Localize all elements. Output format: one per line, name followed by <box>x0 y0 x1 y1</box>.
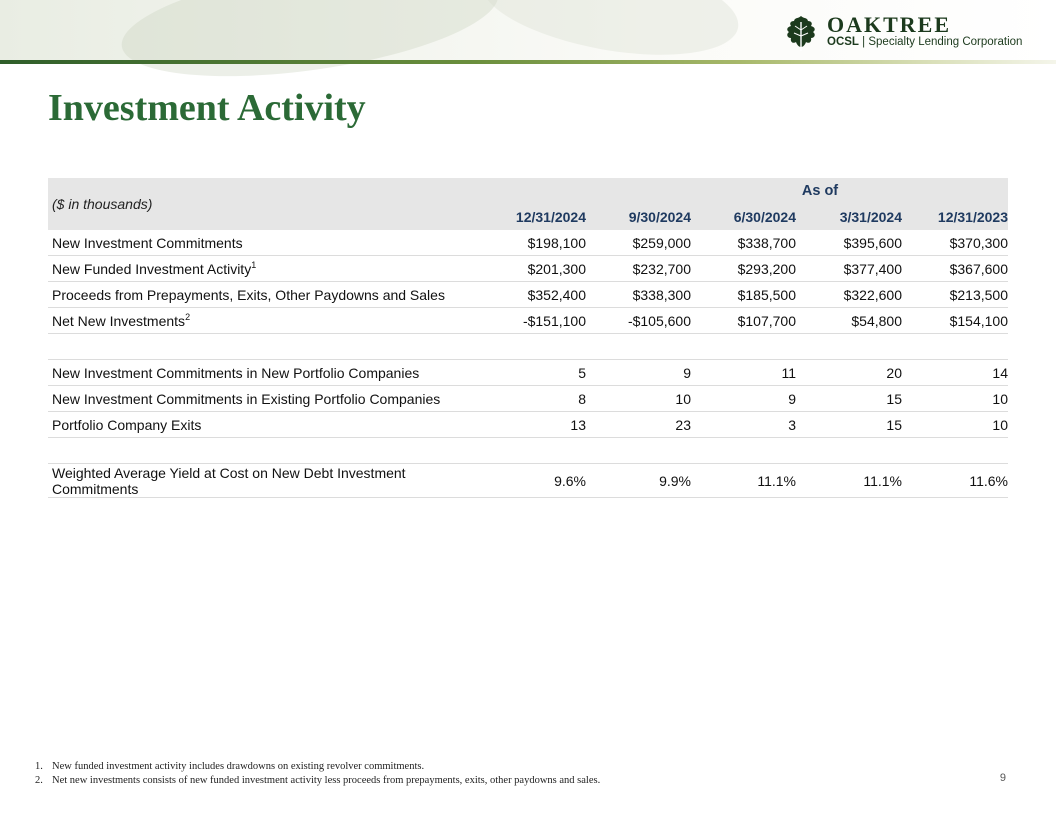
footnote: 1. New funded investment activity includes drawdowns on existing revolver commitments. <box>35 761 425 772</box>
units-label: ($ in thousands) <box>48 178 472 230</box>
row-label: New Investment Commitments in Existing Portfolio Companies <box>48 386 472 412</box>
cell-value: 11 <box>691 360 796 386</box>
cell-value: $201,300 <box>472 256 586 282</box>
column-header: 6/30/2024 <box>691 203 796 230</box>
cell-value: $213,500 <box>902 282 1008 308</box>
logo-divider: | <box>862 36 866 48</box>
cell-value: $338,300 <box>586 282 691 308</box>
column-header: 12/31/2024 <box>472 203 586 230</box>
footnote: 2. Net new investments consists of new funded investment activity less proceeds from prepayments, exits, other paydowns and sales. <box>35 775 601 786</box>
footnotes <box>35 760 600 788</box>
row-label: New Funded Investment Activity$^1$ <box>48 256 472 282</box>
cell-value: 5 <box>472 360 586 386</box>
cell-value: 23 <box>586 412 691 438</box>
cell-value: $322,600 <box>796 282 902 308</box>
oak-leaf-icon <box>783 14 819 52</box>
cell-value: -$151,100 <box>472 308 586 334</box>
investment-activity-table <box>48 178 1008 498</box>
cell-value: $370,300 <box>902 230 1008 256</box>
cell-value: $338,700 <box>691 230 796 256</box>
spacer-row <box>48 438 1008 464</box>
cell-value: 14 <box>902 360 1008 386</box>
cell-value: -$105,600 <box>586 308 691 334</box>
cell-value: 8 <box>472 386 586 412</box>
table-row <box>48 412 1008 438</box>
logo-wordmark: OAKTREE <box>827 12 952 37</box>
cell-value: $154,100 <box>902 308 1008 334</box>
cell-value: 15 <box>796 386 902 412</box>
table-row <box>48 464 1008 498</box>
header-rule <box>0 60 1056 64</box>
cell-value: $395,600 <box>796 230 902 256</box>
page-title: Investment Activity <box>48 87 366 129</box>
page-number: 9 <box>999 772 1006 784</box>
row-label: Net New Investments$^2$ <box>48 308 472 334</box>
cell-value: 9.9% <box>586 464 691 498</box>
logo-subtitle <box>827 36 1022 48</box>
cell-value: 9.6% <box>472 464 586 498</box>
table-row <box>48 282 1008 308</box>
cell-value: $185,500 <box>691 282 796 308</box>
row-label: Proceeds from Prepayments, Exits, Other Paydowns and Sales <box>48 282 472 308</box>
table-header-row-1 <box>48 178 1008 203</box>
cell-value: 11.1% <box>691 464 796 498</box>
cell-value: 9 <box>691 386 796 412</box>
row-label: New Investment Commitments in New Portfolio Companies <box>48 360 472 386</box>
cell-value: 10 <box>902 412 1008 438</box>
cell-value: $107,700 <box>691 308 796 334</box>
cell-value: $232,700 <box>586 256 691 282</box>
cell-value: $54,800 <box>796 308 902 334</box>
cell-value: 10 <box>902 386 1008 412</box>
cell-value: 20 <box>796 360 902 386</box>
cell-value: 9 <box>586 360 691 386</box>
table-row <box>48 256 1008 282</box>
cell-value: $293,200 <box>691 256 796 282</box>
spacer-row <box>48 334 1008 360</box>
row-label: Portfolio Company Exits <box>48 412 472 438</box>
cell-value: 13 <box>472 412 586 438</box>
column-header: 3/31/2024 <box>796 203 902 230</box>
cell-value: 3 <box>691 412 796 438</box>
row-label: Weighted Average Yield at Cost on New Debt Investment Commitments <box>48 464 472 498</box>
table-row <box>48 360 1008 386</box>
cell-value: 11.6% <box>902 464 1008 498</box>
footnote-ref: 1 <box>251 259 257 270</box>
as-of-label: As of <box>472 178 1008 203</box>
table-row <box>48 230 1008 256</box>
logo-ticker: OCSL <box>827 36 859 48</box>
oaktree-logo <box>783 12 1023 52</box>
row-label: New Investment Commitments <box>48 230 472 256</box>
table-row <box>48 308 1008 334</box>
cell-value: 10 <box>586 386 691 412</box>
column-header: 9/30/2024 <box>586 203 691 230</box>
column-header: 12/31/2023 <box>902 203 1008 230</box>
table-row <box>48 386 1008 412</box>
footnote-ref: 2 <box>185 311 191 322</box>
cell-value: $367,600 <box>902 256 1008 282</box>
cell-value: 15 <box>796 412 902 438</box>
cell-value: $198,100 <box>472 230 586 256</box>
logo-company: Specialty Lending Corporation <box>868 36 1023 48</box>
cell-value: $377,400 <box>796 256 902 282</box>
cell-value: $352,400 <box>472 282 586 308</box>
cell-value: 11.1% <box>796 464 902 498</box>
cell-value: $259,000 <box>586 230 691 256</box>
